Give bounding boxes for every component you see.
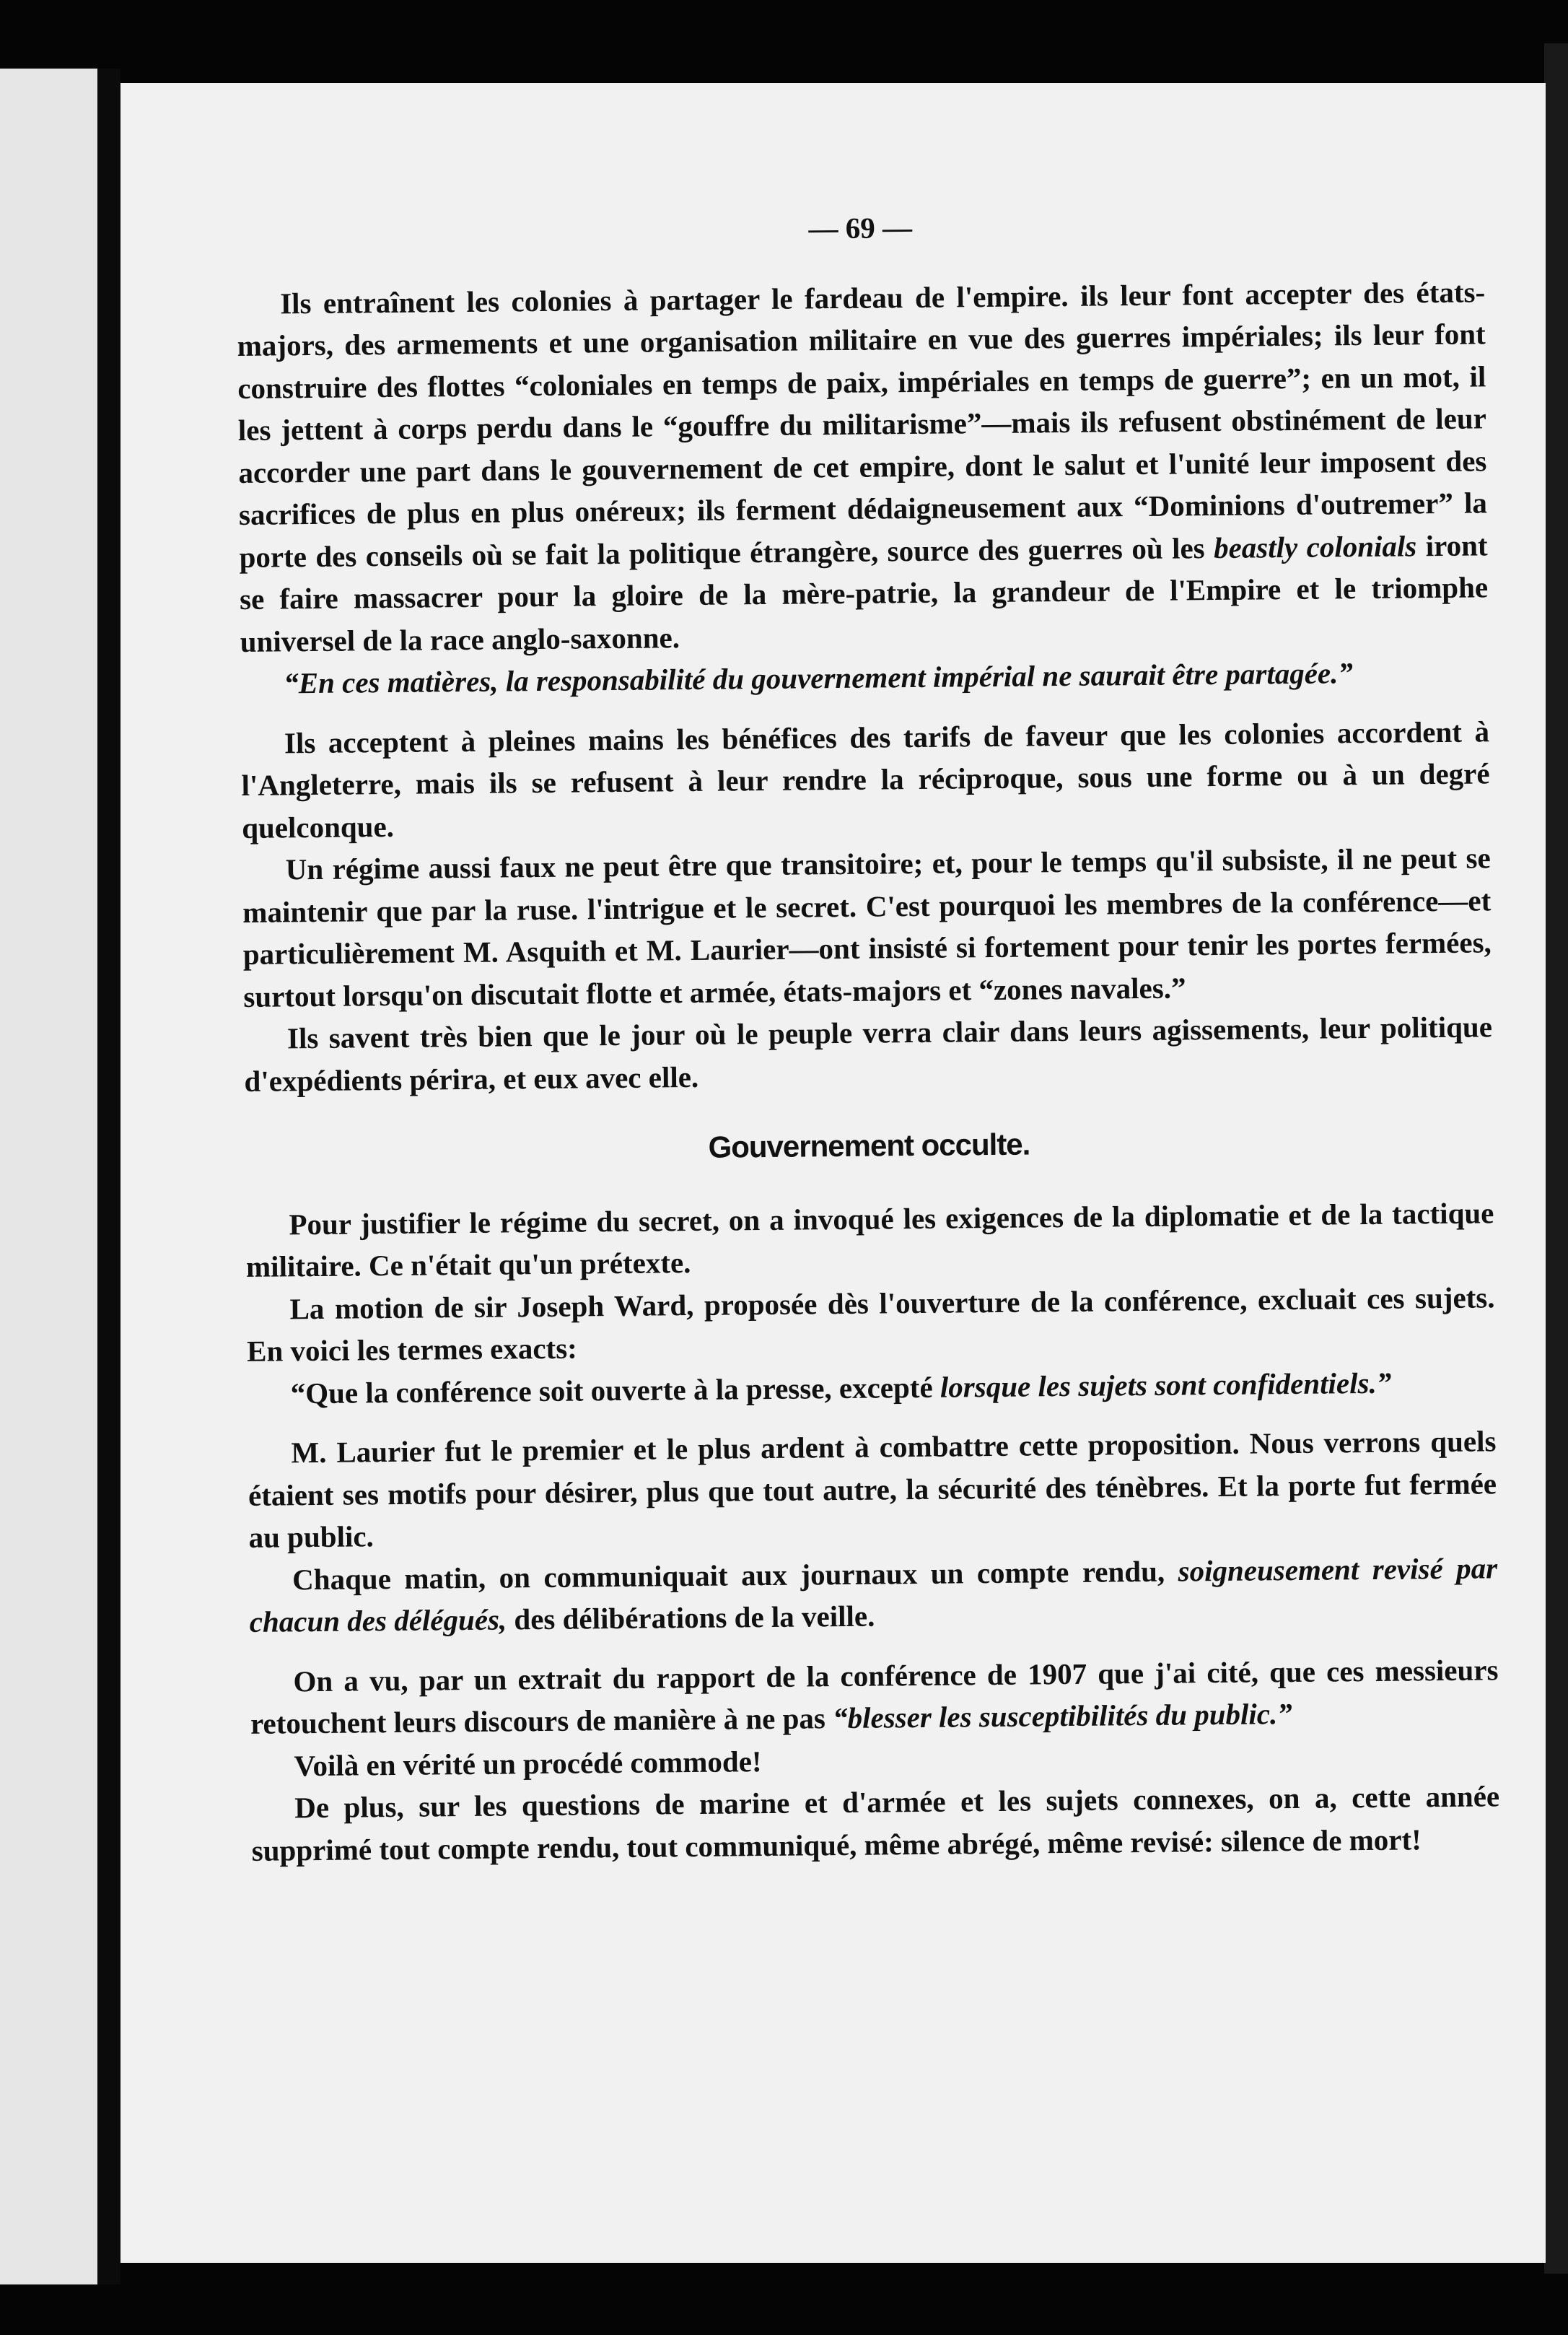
paragraph-3: Un régime aussi faux ne peut être que transitoire; et, pour le temps qu'il subsiste, il ne peut se maintenir que par la ruse. l'intrigue et le secret. C'est pourquoi les membres de la conférence—et particulièrement M. Asquith et M. Laurier—ont insisté si fortement pour tenir les portes fermées, surtout lorsqu'on discutait flotte et armée, états-majors et “zones navales.”	[242, 841, 1492, 1013]
paragraph-2: Ils acceptent à pleines mains les bénéfices des tarifs de faveur que les colonies accordent à l'Angleterre, mais ils se refusent à leur rendre la réciproque, sous une forme ou à un degré quelconque.	[241, 714, 1490, 844]
right-border	[1544, 43, 1568, 2274]
left-page-edge	[0, 69, 97, 2284]
paragraph-1: Ils entraînent les colonies à partager le fardeau de l'empire. ils leur font accepter des états-majors, des armements et une organisation militaire en vue des guerres impériales; ils leur font construire des flottes “coloniales en temps de paix, impériales en temps de guerre”; en un mot, il les jettent à corps perdu dans le “gouffre du militarisme”—mais ils refusent obstinément de leur accorder une part dans le gouvernement de cet empire, dont le salut et l'unité leur imposent des sacrifices de plus en plus onéreux; ils ferment dédaigneusement aux “Dominions d'outremer” la porte des conseils où se fait la politique étrangère, source des guerres où les beastly colonials iront se faire massacrer pour la gloire de la mère-patrie, la grandeur de l'Empire et le triomphe universel de la race anglo-saxonne.	[237, 274, 1489, 658]
paragraph-9: Chaque matin, on communiquait aux journaux un compte rendu, soigneusement revisé par chacun des délégués, des délibérations de la veille.	[249, 1550, 1498, 1638]
quote-paragraph: “En ces matières, la responsabilité du gouvernement impérial ne saurait être partagée.”	[284, 656, 1354, 700]
paragraph-8: M. Laurier fut le premier et le plus ardent à combattre cette proposition. Nous verrons quels étaient ses motifs pour désirer, plus que tout autre, la sécurité des ténèbres. Et la porte fut fermée au public.	[248, 1424, 1497, 1554]
paragraph-11: Voilà en vérité un procédé commode!	[294, 1744, 762, 1782]
italic-beastly-colonials: beastly colonials	[1213, 528, 1417, 564]
book-gutter	[97, 69, 121, 2284]
paragraph-5: Pour justifier le régime du secret, on a invoqué les exigences de la diplomatie et de la tactique militaire. Ce n'était qu'un prétexte.	[245, 1195, 1494, 1283]
page-text	[236, 201, 1500, 1872]
paragraph-6: La motion de sir Joseph Ward, proposée dès l'ouverture de la conférence, excluait ces sujets. En voici les termes exacts:	[246, 1280, 1495, 1368]
paragraph-7: “Que la conférence soit ouverte à la presse, excepté lorsque les sujets sont confidentiels.”	[290, 1366, 1392, 1410]
section-heading: Gouvernement occulte.	[708, 1127, 1030, 1164]
paragraph-4: Ils savent très bien que le jour où le peuple verra clair dans leurs agissements, leur politique d'expédients périra, et eux avec elle.	[244, 1010, 1493, 1098]
paragraph-12: De plus, sur les questions de marine et d'armée et les sujets connexes, on a, cette année supprimé tout compte rendu, tout communiqué, même abrégé, même revisé: silence de mort!	[251, 1779, 1500, 1867]
page-number: — 69 —	[808, 211, 913, 245]
paragraph-10: On a vu, par un extrait du rapport de la conférence de 1907 que j'ai cité, que ces messieurs retouchent leurs discours de manière à ne pas “blesser les susceptibilités du public.”	[250, 1652, 1499, 1740]
book-page	[121, 83, 1546, 2263]
